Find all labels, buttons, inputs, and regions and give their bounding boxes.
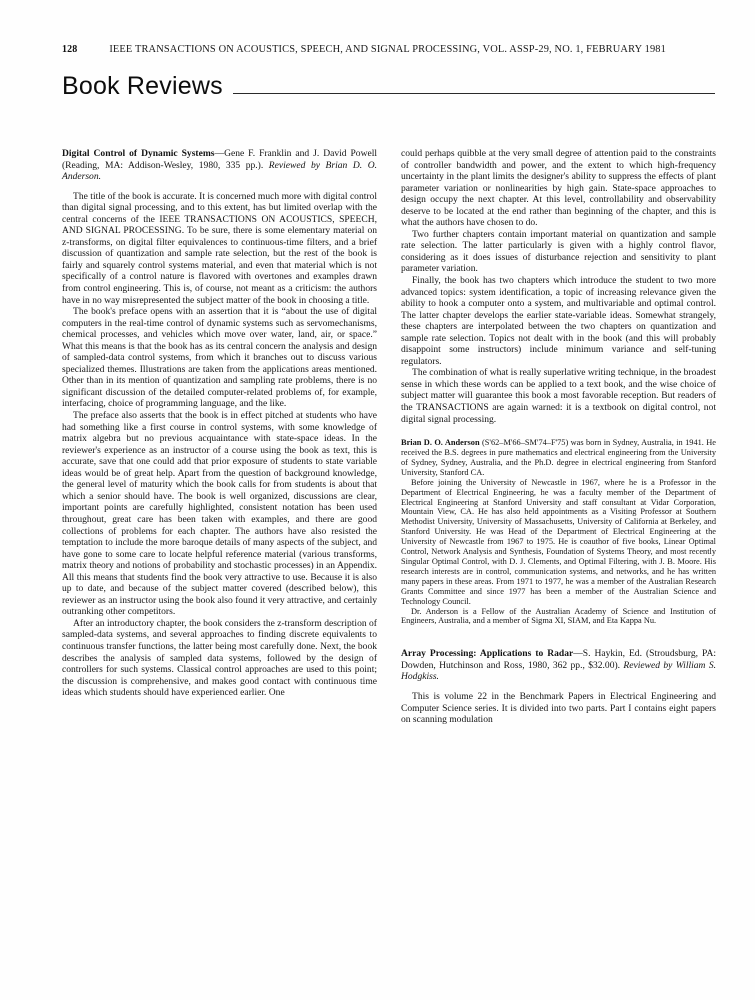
review-1-reviewer: Reviewed by Brian D. O. Anderson. [62,159,377,183]
section-header [62,72,715,101]
review-1-title: Digital Control of Dynamic Systems [62,148,215,159]
journal-title-line: IEEE TRANSACTIONS ON ACOUSTICS, SPEECH, AND SIGNAL PROCESSING, VOL. ASSP-29, NO. 1, FEBRUARY 1981 [109,44,666,55]
review-2-paragraph-1: This is volume 22 in the Benchmark Papers in Electrical Engineering and Computer Science series. It is divided into two parts. Part I contains eight papers on scanning modulation [401,690,716,726]
biography-paragraph-1 [401,438,716,478]
running-head [62,44,715,60]
spacer [401,684,716,691]
spacer [401,626,716,648]
spacer [62,184,377,191]
biography-paragraph-3: Dr. Anderson is a Fellow of the Australian Academy of Science and Institution of Engineers, Australia, and a member of Sigma XI, SIAM, and Eta Kappa Nu. [401,606,716,626]
review-2-title: Array Processing: Applications to Radar [401,648,574,660]
review-1-paragraph-8: The combination of what is really superlative writing technique, in the broadest sense in which these words can be applied to a text book, and the wise choice of subject matter will guarantee this book a most favorable reception. But readers of the TRANSACTIONS are again warned: it is a textbook on digital control, not digital signal processing. [401,367,716,425]
review-1-paragraph-2: The book's preface opens with an assertion that it is “about the use of digital computers in the real-time control of dynamic systems such as servomechanisms, chemical processes, and vehicles which move over water, land, air, or space.” What this means is that the book has as its central concern the analysis and design of sampled-data control systems, from which it branches out to discuss various specialized themes. Illustrations are taken from the applications areas mentioned. Other than in its mention of quantization and sampling rate problems, there is no significant discussion of the detailed computer-related problems of, for example, interfacing, choice of programming language, and the like. [62,306,377,410]
review-1-paragraph-3: The preface also asserts that the book is in effect pitched at students who have had something like a first course in control systems, with some knowledge of matrix algebra but no previous acquaintance with state-space ideas. In the reviewer's experience as an instructor of a course using the book as text, this is accurate, save that one could add that prior exposure of students to state variable ideas would be of great help. Apart from the question of background knowledge, the general level of maturity which the book calls for from students is about that which a senior should have. The book is well organized, discussions are clear, important points are carefully highlighted, consistent notation has been used throughout, great care has been taken with examples, and there are good collections of problems for each chapter. The authors have also resisted the temptation to include the more baroque details of many aspects of the subject, and have gone to some care to locate helpful reference material (various transforms, matrix theory and notions of probability and stochastic processes) in an Appendix. All this means that students find the book very attractive to use. Because it is also up to date, and because of the subject matter covered (described below), this reviewer as an instructor using the book also found it very attractive, and certainly outranking other competitors. [62,410,377,618]
author-biography [401,438,716,626]
biography-credentials: (S'62–M'66–SM'74–F'75) [482,438,569,448]
biography-name: Brian D. O. Anderson [401,438,480,448]
review-1-paragraph-5: could perhaps quibble at the very small degree of attention paid to the constraints of controller bandwidth and power, and the extent to which high-frequency uncertainty in the plant limits the designer's ability to suppress the effects of plant parameter variation or nonlinearities by high gain. State-space approaches to design occupy the next chapter. At this level, controllability and observability deserve to be located at the end rather than beginning of the chapter, and this is what the authors have chosen to do. [401,148,716,229]
review-2-imprint: —S. Haykin, Ed. (Stroudsburg, PA: Dowden, Hutchinson and Ross, 1980, 362 pp., $32.00). [401,648,716,671]
header-rule [233,93,715,94]
review-1-paragraph-7: Finally, the book has two chapters which introduce the student to two more advanced topics: system identification, a topic of increasing relevance given the ability to hook a computer onto a system, and multivariable and optimal control. The latter chapter develops the earlier state-variable ideas. Somewhat strangely, these chapters are interpolated between the two chapters on quantization and sample rate selection. Topics not dealt with in the book (and this will probably disappoint some instructors) include minimum variance and self-tuning regulators. [401,275,716,367]
review-1-imprint: —Gene F. Franklin and J. David Powell (Reading, MA: Addison-Wesley, 1980, 335 pp.). [62,148,378,171]
review-2-heading [401,648,716,683]
biography-text-1: was born in Sydney, Australia, in 1941. He received the B.S. degrees in pure mathematics and electrical engineering from the University of Sydney, Sydney, Australia, and the Ph.D. degree in electrical engineering from Stanford University, Stanford CA. [401,438,717,477]
review-2-reviewer: Reviewed by William S. Hodgkiss. [401,659,716,683]
review-1-paragraph-6: Two further chapters contain important material on quantization and sample rate selection. The latter particularly is given with a highly control flavor, considering as it does issues of disturbance rejection and sensitivity to plant parameter variation. [401,228,716,275]
review-1-paragraph-1: The title of the book is accurate. It is concerned much more with digital control than digital signal processing, and to this extent, has but limited overlap with the central concerns of the IEEE TRANSACTIONS ON ACOUSTICS, SPEECH, AND SIGNAL PROCESSING. To be sure, there is some elementary material on z-transforms, on digital filter equivalences to continuous-time filters, and a brief discussion of quantization and sample rate selection, but the rest of the book is fairly and squarely control systems material, and even that material which is not specifically of a control nature is flavored with overtones and examples drawn from control engineering. This is, of course, not meant as a criticism: the authors have in no way misrepresented the subject matter of the book in choosing a title. [62,190,377,306]
page-number: 128 [62,44,78,55]
column-right [401,148,716,968]
column-left [62,148,377,968]
review-1-heading [62,148,377,183]
body-columns [62,148,717,968]
spacer [401,425,716,438]
biography-paragraph-2: Before joining the University of Newcastle in 1967, where he is a Professor in the Department of Electrical Engineering, he was a faculty member of the Department of Electrical Engineering at Stanford University and staff consultant at Vidar Corporation, Mountain View, CA. He has also held appointments as a Visiting Professor at Southern Methodist University, University of Massachusetts, University of California at Berkeley, and Stanford University. He was Head of the Department of Electrical Engineering at the University of Newcastle from 1967 to 1975. He is coauthor of five books, Linear Optimal Control, Network Analysis and Synthesis, Foundation of Systems Theory, and most recently Singular Optimal Control, with D. J. Clements, and Optimal Filtering, with J. B. Moore. His research interests are in control, communication systems, and networks, and he has written many papers in these areas. From 1971 to 1977, he was a member of the Australian Research Grants Committee and since 1977 has been a member of the Australian Science and Technology Council. [401,477,716,606]
page-title: Book Reviews [62,72,223,100]
review-1-paragraph-4: After an introductory chapter, the book considers the z-transform description of sampled-data systems, and several approaches to finding discrete equivalents to continuous transfer functions, the latter being most carefully done. Next, the book describes the analysis of sampled data systems, followed by the design of controllers for such systems. Classical control approaches are used to this point; the discussion is comprehensive, and makes good contact with continuous time ideas which students should have experienced earlier. One [62,617,377,699]
